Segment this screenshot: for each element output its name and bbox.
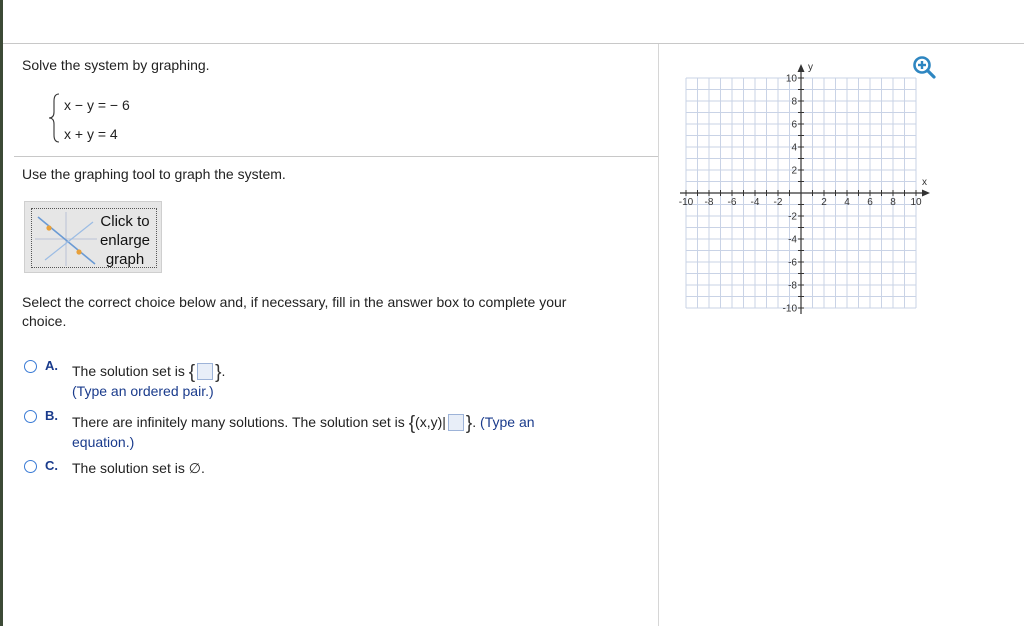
choice-b-radio[interactable] (24, 410, 37, 423)
choice-c-letter: C. (45, 458, 58, 473)
choice-c-label: The solution set is (72, 460, 185, 476)
choice-a-letter: A. (45, 358, 58, 373)
x-tick-label: -8 (704, 197, 714, 208)
x-tick-label: 6 (867, 197, 873, 208)
x-tick-label: 8 (890, 197, 896, 208)
choice-c-period: . (200, 460, 205, 476)
x-tick-label: 2 (821, 197, 827, 208)
x-tick-label: -4 (750, 197, 760, 208)
choice-a-period: . (221, 363, 226, 379)
graph-instruction: Use the graphing tool to graph the system. (22, 166, 286, 182)
zoom-in-icon[interactable] (912, 55, 936, 79)
choice-a-radio[interactable] (24, 360, 37, 373)
enlarge-button-label: Click to enlarge graph (99, 213, 151, 268)
choice-a-hint: (Type an ordered pair.) (72, 383, 214, 399)
x-tick-label: -10 (678, 197, 694, 208)
y-axis-arrow (798, 64, 805, 72)
y-tick-label: -10 (782, 303, 797, 315)
equation-2: x + y = 4 (64, 126, 118, 142)
choice-prompt-line-2: choice. (22, 313, 67, 329)
y-axis-label: y (808, 62, 813, 73)
x-axis-label: x (922, 177, 927, 188)
y-tick-label: 4 (791, 142, 797, 154)
choice-c-radio[interactable] (24, 460, 37, 473)
y-tick-label: -6 (788, 257, 797, 269)
right-brace-glyph: } (465, 413, 473, 434)
system-brace (48, 93, 62, 143)
x-tick-label: 10 (910, 197, 922, 208)
x-axis-arrow (922, 190, 930, 197)
choice-b-answer-box[interactable] (448, 414, 464, 431)
choice-prompt-line-1: Select the correct choice below and, if necessary, fill in the answer box to complete your (22, 294, 567, 310)
enlarge-button-frame (31, 208, 157, 268)
choice-a-answer-box[interactable] (197, 363, 213, 380)
x-tick-label: -6 (727, 197, 737, 208)
choice-b-set-builder: (x,y)| (415, 414, 446, 430)
graph-thumbnail-icon (35, 212, 97, 266)
left-brace-glyph: { (188, 362, 196, 383)
choice-b-text (72, 413, 535, 435)
choice-b-period: . (472, 414, 477, 430)
choice-b-label: There are infinitely many solutions. The solution set is (72, 414, 405, 430)
graph-tick-labels (679, 74, 922, 315)
top-divider (3, 43, 1024, 44)
panel-divider (658, 44, 659, 626)
y-tick-label: 10 (785, 73, 797, 85)
choice-b-hint-2: equation.) (72, 434, 135, 450)
empty-set-symbol: ∅ (188, 460, 201, 476)
y-tick-label: 8 (791, 96, 797, 108)
y-tick-label: 2 (791, 165, 797, 177)
section-divider (14, 156, 658, 157)
choice-b-letter: B. (45, 408, 58, 423)
y-tick-label: -4 (788, 234, 797, 246)
enlarge-graph-button[interactable] (24, 201, 162, 273)
x-tick-label: -2 (773, 197, 783, 208)
left-edge-strip (0, 0, 3, 626)
right-brace-glyph: } (215, 362, 222, 383)
choice-b-hint-1: (Type an (480, 414, 535, 430)
x-tick-label: 4 (844, 197, 850, 208)
coordinate-graph[interactable] (676, 58, 936, 320)
y-tick-label: 6 (791, 119, 797, 131)
y-tick-label: -8 (788, 280, 797, 292)
left-brace-glyph: { (408, 413, 416, 434)
choice-a-text (72, 362, 225, 384)
equation-1: x − y = − 6 (64, 97, 130, 113)
question-prompt: Solve the system by graphing. (22, 57, 210, 73)
choice-c-text (72, 460, 205, 477)
choice-a-label: The solution set is (72, 363, 185, 379)
y-tick-label: -2 (788, 211, 797, 223)
